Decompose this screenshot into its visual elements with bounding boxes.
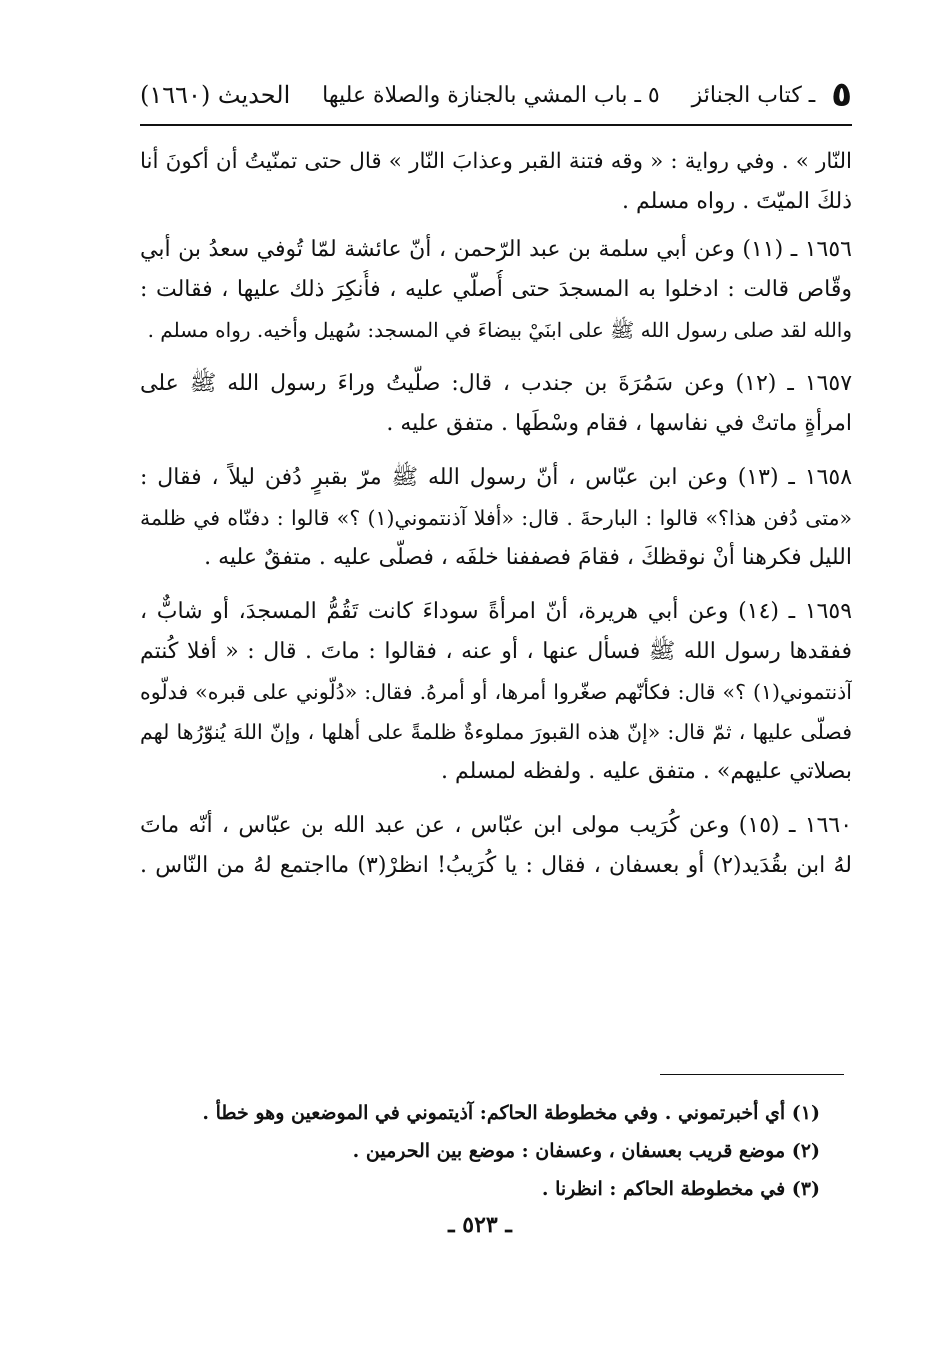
hadith-1659 (140, 592, 852, 792)
hadith-1660 (140, 806, 852, 886)
footnote-1: (١) أي أخبرتموني . وفي مخطوطة الحاكم: آذيتموني في الموضعين وهو خطأ . (202, 1102, 820, 1124)
header-book-group (692, 75, 852, 115)
text-line: ١٦٥٧ ـ (١٢) وعن سَمُرَةَ بن جندب ، قال: صلّيتُ وراءَ رسول الله ﷺ على (140, 371, 852, 396)
text-line: الليل فكرهنا أنْ نوقظكَ ، فقامَ فصففنا خلفَه ، فصلّى عليه . متفقٌ عليه . (204, 545, 852, 570)
chapter-number: ٥ (831, 75, 852, 115)
hadith-1656 (140, 230, 852, 350)
text-line: امرأةٍ ماتتْ في نفاسها ، فقام وسْطَها . متفق عليه . (386, 411, 852, 436)
text-line: لهُ ابن بقُدَيد(٢) أو بعسفان ، فقال : يا كُرَيبُ! انظرْ(٣) مااجتمع لهُ من النّاس . (140, 853, 852, 878)
footnote-separator (660, 1074, 844, 1075)
text-line: ففقدها رسول الله ﷺ فسأل عنها ، أو عنه ، فقالوا : ماتَ . قال : « أفلا كُنتم (140, 639, 852, 664)
text-line: ١٦٥٩ ـ (١٤) وعن أبي هريرة، أنّ امرأةً سوداءَ كانت تَقُمُّ المسجدَ، أو شابٌّ ، (140, 599, 852, 624)
text-line: ١٦٥٨ ـ (١٣) وعن ابن عبّاس ، أنّ رسول الله ﷺ مرّ بقبرٍ دُفن ليلاً ، فقال : (140, 465, 852, 490)
text-line: فصلّى عليها ، ثمّ قال: «إنّ هذه القبورَ مملوءةٌ ظلمةً على أهلها ، وإنّ اللهَ يُنوّرُها لهم (140, 720, 852, 744)
footnote-2: (٢) موضع قريب بعسفان ، وعسفان : موضع بين الحرمين . (352, 1140, 820, 1162)
page-number: ـ ٥٢٣ ـ (448, 1212, 512, 1238)
main-text (140, 142, 852, 1054)
text-line: والله لقد صلى رسول الله ﷺ على ابنَيْ بيضاءَ في المسجد: سُهيل وأخيه. رواه مسلم . (147, 318, 852, 342)
hadith-reference: الحديث (١٦٦٠) (140, 81, 291, 109)
text-line: «متى دُفن هذا؟» قالوا : البارحةَ . قال: «أفلا آذنتموني(١) ؟» قالوا : دفنّاه في ظلمة (140, 506, 852, 530)
footnote-3: (٣) في مخطوطة الحاكم : انظرنا . (541, 1178, 820, 1200)
text-line: النّار » . وفي رواية : « وقه فتنة القبر وعذابَ النّار » قال حتى تمنّيتُ أن أكونَ أنا (140, 149, 852, 174)
chapter-title: ٥ ـ باب المشي بالجنازة والصلاة عليها (322, 82, 660, 108)
hadith-1658 (140, 458, 852, 578)
text-line: ذلكَ الميّتَ . رواه مسلم . (622, 189, 852, 214)
page-header (140, 72, 852, 118)
text-line: ١٦٥٦ ـ (١١) وعن أبي سلمة بن عبد الرّحمن ، أنّ عائشة لمّا تُوفي سعدُ بن أبي (140, 237, 852, 262)
footnotes (140, 1094, 820, 1208)
paragraph-continuation (140, 142, 852, 222)
hadith-1657 (140, 364, 852, 444)
header-rule (140, 124, 852, 126)
text-line: وقّاص قالت : ادخلوا به المسجدَ حتى أُصلّي عليه ، فأُنكِرَ ذلك عليها ، فقالت : (140, 277, 852, 302)
book-title: ـ كتاب الجنائز (691, 82, 816, 108)
text-line: آذنتموني(١) ؟» قال: فكأنّهم صغّروا أمرها، أو أمرهُ. فقال: «دُلّوني على قبره» فدلّوه (140, 680, 852, 704)
text-line: ١٦٦٠ ـ (١٥) وعن كُرَيب مولى ابن عبّاس ، عن عبد الله بن عبّاس ، أنّه ماتَ (140, 813, 852, 838)
text-line: بصلاتي عليهم» . متفق عليه . ولفظه لمسلم . (440, 759, 852, 784)
